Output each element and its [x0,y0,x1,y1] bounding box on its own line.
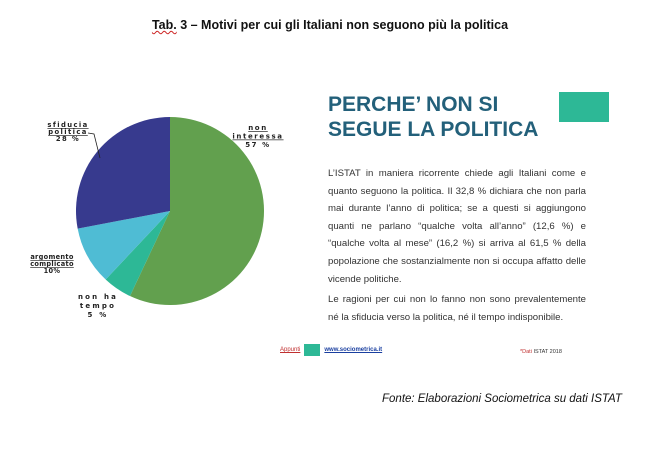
table-caption [0,18,660,32]
data-note [520,349,562,355]
data-note-text: ISTAT 2018 [531,349,562,355]
heading-line-2: SEGUE LA POLITICA [328,118,539,141]
accent-block [559,92,609,122]
data-note-mark: *Dati [520,349,532,355]
brand-square-icon [304,344,320,356]
slice-label-sfiducia-politica: sfiducia politica 28 % [47,121,89,143]
source-note: Fonte: Elaborazioni Sociometrica su dati ISTAT [382,393,622,405]
heading-line-1: PERCHE’ NON SI [328,93,499,116]
pie-chart [0,100,300,340]
slice-label-non-ha-tempo: non ha tempo 5 % [77,293,119,319]
appunti-label: Appunti [280,347,301,353]
website-link[interactable]: www.sociometrica.it [324,347,383,353]
caption-tab: Tab. [151,18,177,32]
slice-label-non-interessa: non interessa 57 % [232,124,284,149]
caption-text: 3 – Motivi per cui gli Italiani non seguono più la politica [176,18,509,32]
slice-label-argomento-complicato: argomento complicato 10% [30,253,74,275]
body-paragraph-2: Le ragioni per cui non lo fanno non sono prevalentemente né la sfiducia verso la politica, né il tempo indisponibile. [328,294,586,323]
body-paragraph-1: L’ISTAT in maniera ricorrente chiede agli Italiani come e quanto seguono la politica. Il 32,8 % dichiara che non parla mai durante l’anno di politica; se a questi si aggiungono quanti ne parlano “qualche volta all’anno” (12,6 %) e “qualche volta al mese” (16,2 %) si arriva al 61,5 % della popolazione che sostanzialmente non si occupa affatto delle vicende politiche. [328,168,586,285]
section-heading [328,92,538,142]
footer-brand [280,344,382,356]
